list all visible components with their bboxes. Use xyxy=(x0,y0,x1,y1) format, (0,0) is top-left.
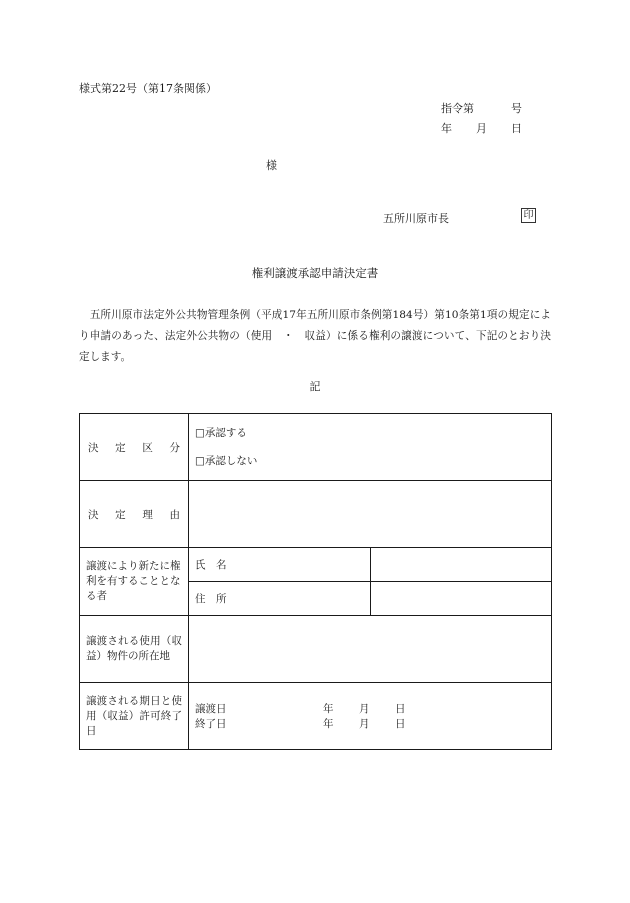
ki-heading: 記 xyxy=(309,380,321,393)
transfer-date-label: 譲渡日 xyxy=(195,703,227,715)
issue-date-year: 年 xyxy=(441,122,452,135)
table-row-assignee-name xyxy=(80,548,552,582)
issue-date-day: 日 xyxy=(511,122,522,135)
table-row-decision xyxy=(80,414,552,481)
location-label: 譲渡される使用（収益）物件の所在地 xyxy=(80,616,189,683)
issue-number-label: 指令第 xyxy=(441,102,474,115)
decision-table xyxy=(79,413,552,750)
table-row-location xyxy=(80,616,552,683)
location-field[interactable] xyxy=(189,616,552,683)
issuer-name: 五所川原市長 xyxy=(383,212,449,225)
end-date-label: 終了日 xyxy=(195,718,227,730)
end-date-day: 日 xyxy=(395,718,406,730)
issue-date xyxy=(441,120,541,134)
reason-field[interactable] xyxy=(189,481,552,548)
period-dates xyxy=(189,683,552,750)
name-field[interactable] xyxy=(370,548,552,582)
transfer-date-day: 日 xyxy=(395,703,406,715)
table-row-reason xyxy=(80,481,552,548)
approve-checkbox[interactable]: □承認する xyxy=(195,426,247,439)
seal-mark: 印 xyxy=(521,208,536,223)
decision-options xyxy=(189,414,552,481)
transfer-date-row xyxy=(195,701,545,716)
form-number: 様式第22号（第17条関係） xyxy=(79,82,217,95)
end-date-year: 年 xyxy=(323,718,334,730)
issue-number-suffix: 号 xyxy=(511,102,522,115)
body-text: 五所川原市法定外公共物管理条例（平成17年五所川原市条例第184号）第10条第1項の規定により申請のあった、法定外公共物の（使用 ・ 収益）に係る権利の譲渡について、下記のとおり決定します。 xyxy=(79,309,551,363)
address-label: 住 所 xyxy=(189,582,371,616)
table-row-period xyxy=(80,683,552,750)
reason-label: 決定理由 xyxy=(80,481,189,548)
name-label: 氏 名 xyxy=(189,548,371,582)
period-label: 譲渡される期日と使用（収益）許可終了日 xyxy=(80,683,189,750)
transfer-date-year: 年 xyxy=(323,703,334,715)
decision-label: 決定区分 xyxy=(80,414,189,481)
end-date-row xyxy=(195,716,545,731)
document-title: 権利譲渡承認申請決定書 xyxy=(251,266,379,280)
assignee-label: 譲渡により新たに権利を有することとなる者 xyxy=(80,548,189,616)
addressee-suffix: 様 xyxy=(266,159,277,172)
transfer-date-month: 月 xyxy=(359,703,370,715)
end-date-month: 月 xyxy=(359,718,370,730)
address-field[interactable] xyxy=(370,582,552,616)
issue-date-month: 月 xyxy=(476,122,487,135)
reject-checkbox[interactable]: □承認しない xyxy=(195,454,258,467)
